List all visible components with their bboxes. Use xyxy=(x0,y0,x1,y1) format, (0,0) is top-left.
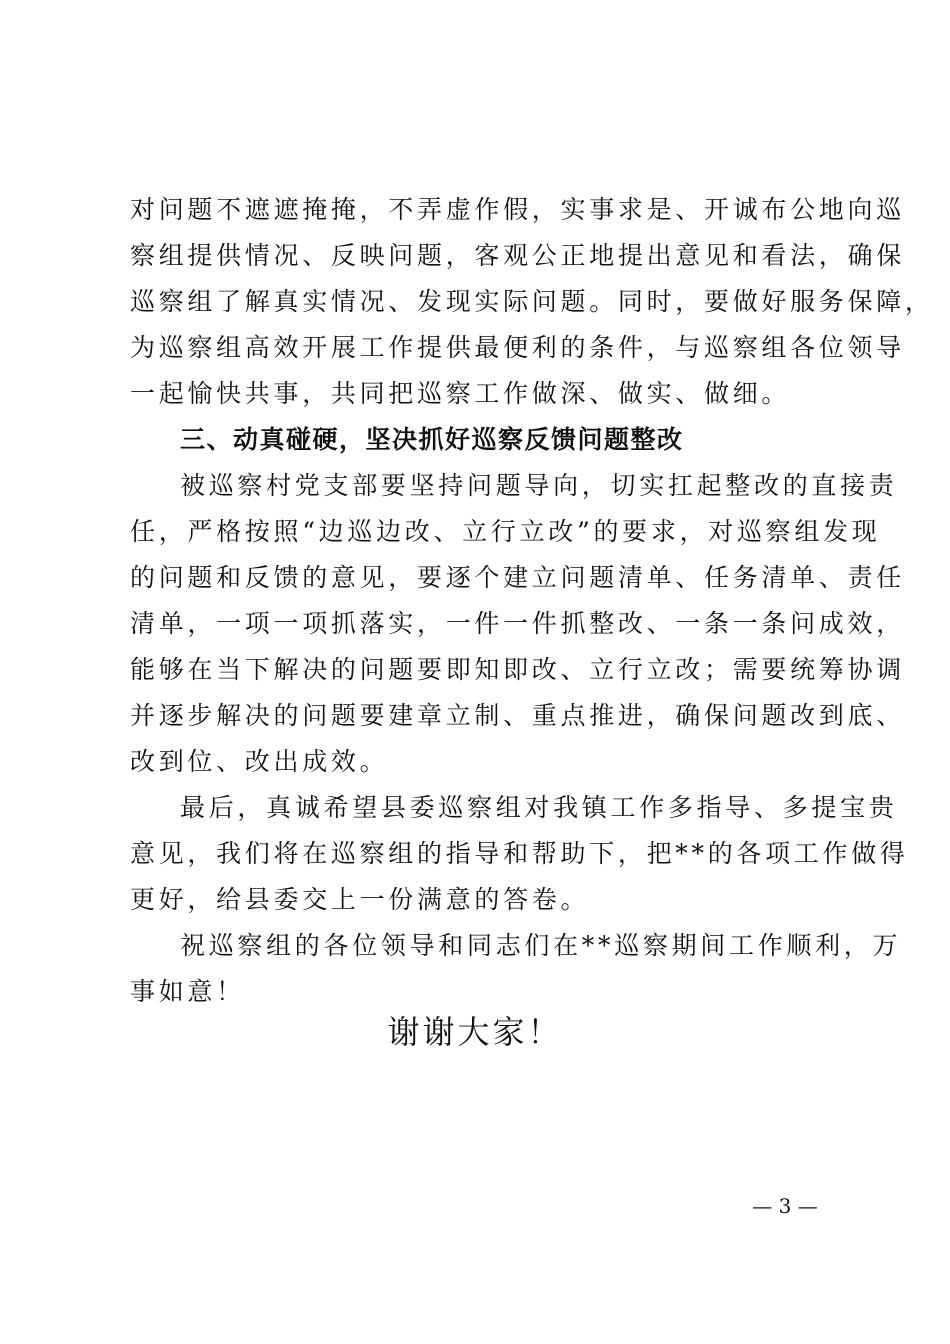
paragraph-line: 察组提供情况、反映问题，客观公正地提出意见和看法，确保 xyxy=(130,241,905,270)
paragraph-line: 意见，我们将在巡察组的指导和帮助下，把**的各项工作做得 xyxy=(130,839,909,868)
paragraph-line: 并逐步解决的问题要建章立制、重点推进，确保问题改到底、 xyxy=(130,701,905,730)
paragraph-line: 改到位、改出成效。 xyxy=(130,747,389,776)
paragraph-line: 巡察组了解真实情况、发现实际问题。同时，要做好服务保障， xyxy=(130,287,934,316)
paragraph-line: 对问题不遮遮掩掩，不弄虚作假，实事求是、开诚布公地向巡 xyxy=(130,195,905,224)
paragraph-line: 为巡察组高效开展工作提供最便利的条件，与巡察组各位领导 xyxy=(130,333,905,362)
paragraph-line: 一起愉快共事，共同把巡察工作做深、做实、做细。 xyxy=(130,379,791,408)
section-heading: 三、动真碰硬，坚决抓好巡察反馈问题整改 xyxy=(180,425,684,454)
paragraph-line: 更好，给县委交上一份满意的答卷。 xyxy=(130,885,590,914)
paragraph-line: 祝巡察组的各位领导和同志们在**巡察期间工作顺利，万 xyxy=(180,931,902,960)
paragraph-line: 任，严格按照“边巡边改、立行立改”的要求，对巡察组发现 xyxy=(130,517,881,546)
closing-thanks: 谢谢大家！ xyxy=(387,1013,563,1051)
paragraph-line: 最后，真诚希望县委巡察组对我镇工作多指导、多提宝贵 xyxy=(180,793,898,822)
paragraph-line: 被巡察村党支部要坚持问题导向，切实扛起整改的直接责 xyxy=(180,471,898,500)
paragraph-line: 事如意！ xyxy=(130,977,245,1006)
paragraph-line: 的问题和反馈的意见，要逐个建立问题清单、任务清单、责任 xyxy=(130,563,905,592)
paragraph-line: 清单，一项一项抓落实，一件一件抓整改、一条一条问成效， xyxy=(130,609,905,638)
page-number: — 3 — xyxy=(752,1194,818,1218)
paragraph-line: 能够在当下解决的问题要即知即改、立行立改；需要统筹协调 xyxy=(130,655,905,684)
